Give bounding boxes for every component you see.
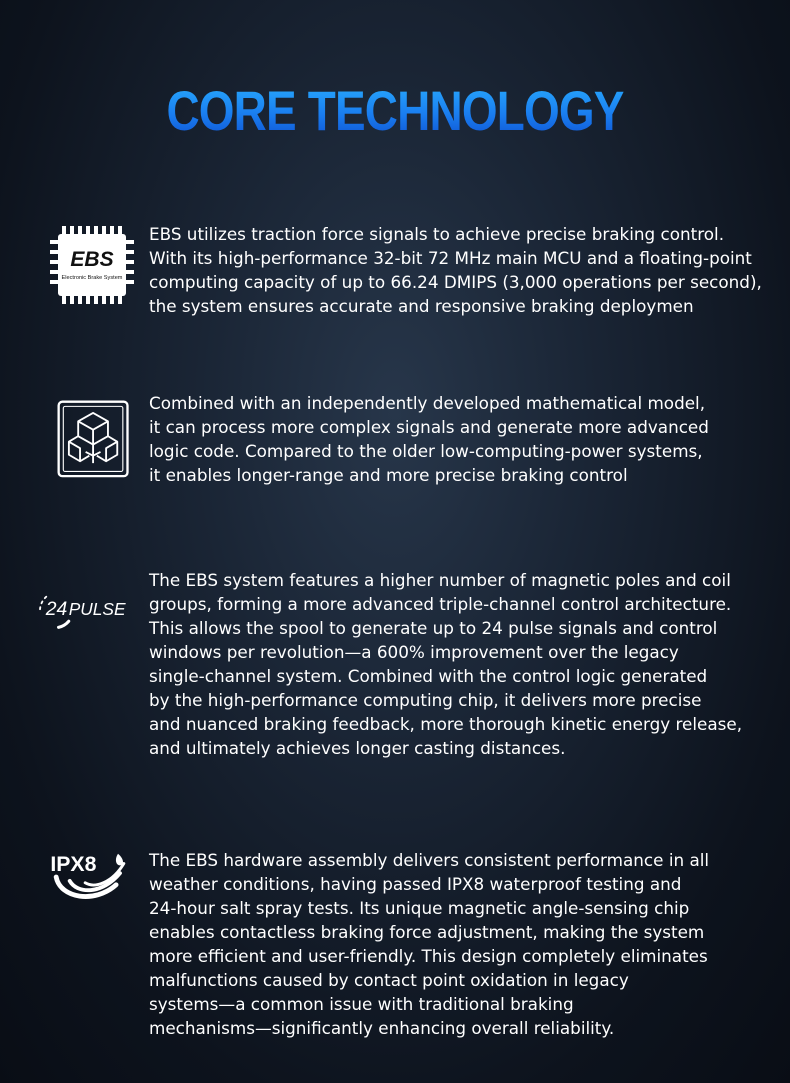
math-model-cube-icon <box>54 394 134 482</box>
ipx8-waterproof-icon <box>46 848 134 906</box>
pulse-icon <box>32 584 134 636</box>
pulse-number: 24 <box>45 598 68 621</box>
ebs-chip-sublabel: Electronic Brake System <box>61 275 123 281</box>
pulse-label: PULSE <box>68 599 126 620</box>
feature-text-ebs: EBS utilizes traction force signals to achieve precise braking control. With its high-performance 32-bit 72 MHz main MCU and a floating-point computing capacity of up to 66.24 DMIPS (3,000 operations per second), the system ensures accurate and responsive braking deploymen <box>149 224 762 316</box>
ipx8-label: IPX8 <box>50 852 97 877</box>
ebs-chip-label: EBS <box>70 248 114 271</box>
feature-text-ipx8: The EBS hardware assembly delivers consistent performance in all weather conditions, having passed IPX8 waterproof testing and 24-hour salt spray tests. Its unique magnetic angle-sensing chip enables contactless braking force adjustment, making the system more efficient and user-friendly. This design completely eliminates malfunctions caused by contact point oxidation in legacy systems—a common issue with traditional braking mechanisms—significantly enhancing overall reliability. <box>149 850 710 1038</box>
ebs-chip-icon <box>48 222 134 308</box>
feature-text-math-model: Combined with an independently developed mathematical model, it can process more complex signals and generate more advanced logic code. Compared to the older low-computing-power systems, it enables longer-range and more precise braking control <box>149 393 709 485</box>
page-title: CORE TECHNOLOGY <box>71 78 719 143</box>
feature-text-pulse: The EBS system features a higher number of magnetic poles and coil groups, forming a more advanced triple-channel control architecture. This allows the spool to generate up to 24 pulse signals and control windows per revolution—a 600% improvement over the legacy single-channel system. Combined with the control logic generated by the high-performance computing chip, it delivers more precise and nuanced braking feedback, more thorough kinetic energy release, and ultimately achieves longer casting distances. <box>149 570 743 758</box>
